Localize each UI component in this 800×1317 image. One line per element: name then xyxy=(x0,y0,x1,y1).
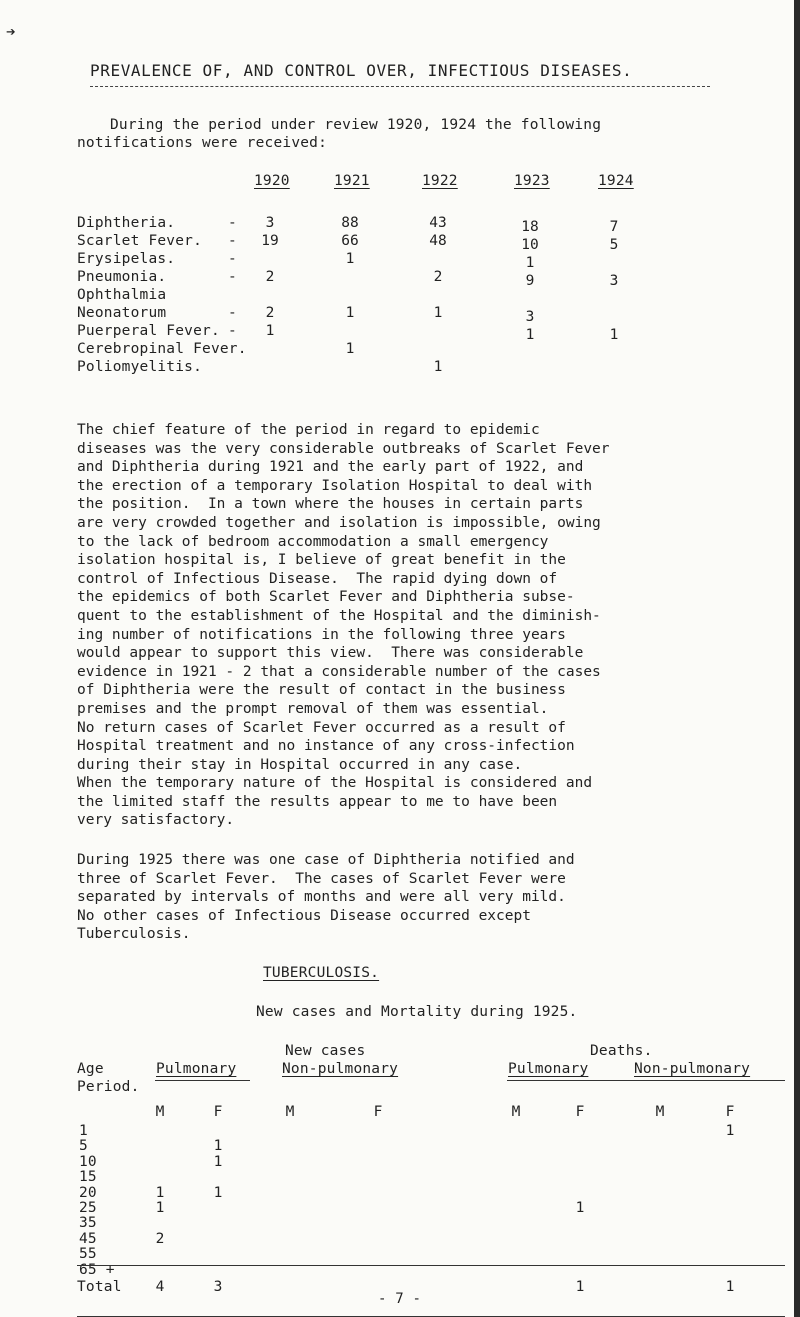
year-header-1921: 1921 xyxy=(334,173,370,189)
tb-cell: 1 xyxy=(155,1200,165,1216)
cell-1922: 2 xyxy=(433,269,443,285)
scan-edge xyxy=(794,0,800,1317)
non-pulmonary-label: Non-pulmonary xyxy=(282,1061,399,1077)
cell-1923: 9 xyxy=(525,273,535,289)
year-header-1923: 1923 xyxy=(514,173,550,189)
title-rule xyxy=(90,86,710,87)
total-cell: 1 xyxy=(725,1279,735,1295)
disease-name: Cerebropinal Fever. xyxy=(77,341,247,357)
disease-name: Ophthalmia xyxy=(77,287,167,303)
cell-1923: 1 xyxy=(525,327,535,343)
deaths-label: Deaths. xyxy=(590,1043,653,1059)
age-period: 45 xyxy=(79,1230,97,1247)
cell-1922: 48 xyxy=(429,233,447,249)
cell-1921: 66 xyxy=(341,233,359,249)
cell-1924: 5 xyxy=(609,237,619,253)
row-dash: - xyxy=(228,233,237,249)
tb-cell: 1 xyxy=(213,1184,223,1201)
disease-name: Scarlet Fever. xyxy=(77,233,203,249)
tuberculosis-heading: TUBERCULOSIS. xyxy=(263,965,380,981)
sex-label-4: F xyxy=(373,1104,383,1120)
total-cell: 3 xyxy=(213,1279,223,1295)
year-header-1920: 1920 xyxy=(254,173,290,189)
disease-name: Diphtheria. xyxy=(77,215,176,231)
sex-label-8: F xyxy=(725,1104,735,1120)
sex-label-5: M xyxy=(511,1104,521,1120)
year-header-1922: 1922 xyxy=(422,173,458,189)
sex-label-1: M xyxy=(155,1104,165,1120)
deaths-non-pulmonary-label: Non-pulmonary xyxy=(634,1061,751,1077)
cell-1922: 43 xyxy=(429,215,447,231)
disease-name: Pneumonia. xyxy=(77,269,167,285)
tb-cell: 1 xyxy=(725,1123,735,1139)
tb-cell: 1 xyxy=(213,1153,223,1170)
tb-cell: 2 xyxy=(155,1230,165,1247)
cell-1921: 1 xyxy=(345,341,355,357)
page-number: - 7 - xyxy=(378,1291,422,1307)
age-period: 25 xyxy=(79,1200,97,1216)
disease-name: Puerperal Fever. xyxy=(77,323,220,339)
total-label: Total xyxy=(77,1279,122,1295)
tb-cell: 1 xyxy=(155,1184,165,1201)
age-period: 35 xyxy=(79,1215,97,1232)
cell-1920: 19 xyxy=(261,233,279,249)
paragraph-1925: During 1925 there was one case of Diphtheria notified and three of Scarlet Fever. The cases of Scarlet Fever were separated by intervals of months and were all very mild. No other cases of Infectious Disease occurred except Tuberculosis. xyxy=(77,852,575,943)
age-period: 10 xyxy=(79,1153,97,1170)
cell-1920: 2 xyxy=(265,305,275,321)
corner-arrow-mark: ➔ xyxy=(6,22,16,41)
disease-name: Erysipelas. xyxy=(77,251,176,267)
cell-1924: 1 xyxy=(609,327,619,343)
cell-1922: 1 xyxy=(433,359,443,375)
cell-1920: 2 xyxy=(265,269,275,285)
cell-1922: 1 xyxy=(433,305,443,321)
cell-1923: 18 xyxy=(521,219,539,235)
pulmonary-underline xyxy=(155,1080,250,1081)
disease-name: Neonatorum xyxy=(77,305,167,321)
intro-line-2: notifications were received: xyxy=(77,135,328,151)
row-dash: - xyxy=(228,215,237,231)
paragraph-chief-feature: The chief feature of the period in regard to epidemic diseases was the very considerable outbreaks of Scarlet Fever and Diphtheria during 1921 and the early part of 1922, and the erection of a temporary Isolation Hospital to deal with the position. In a town where the houses in certain parts are very crowded together and isolation is impossible, owing to the lack of bedroom accommodation a small emergency isolation hospital is, I believe of great benefit in the control of Infectious Disease. The rapid dying down of the epidemics of both Scarlet Fever and Diphtheria subse- quent to the establishment of the Hospital and the diminish- ing number of notifications in the following three years would appear to support this view. There was considerable evidence in 1921 - 2 that a considerable number of the cases of Diphtheria were the result of contact in the business premises and the prompt removal of them was essential. No return cases of Scarlet Fever occurred as a result of Hospital treatment and no instance of any cross-infection during their stay in Hospital occurred in any case. When the temporary nature of the Hospital is considered and the limited staff the results appear to me to have been very satisfactory. xyxy=(77,422,610,829)
period-label: Period. xyxy=(77,1079,140,1095)
deaths-pulmonary-label: Pulmonary xyxy=(508,1061,589,1077)
row-dash: - xyxy=(228,251,237,267)
cell-1921: 88 xyxy=(341,215,359,231)
tb-cell: 1 xyxy=(575,1200,585,1216)
deaths-underline xyxy=(507,1080,785,1081)
sex-label-6: F xyxy=(575,1104,585,1120)
cell-1923: 10 xyxy=(521,237,539,253)
total-cell: 1 xyxy=(575,1279,585,1295)
cell-1924: 3 xyxy=(609,273,619,289)
row-dash: - xyxy=(228,323,237,339)
pulmonary-label: Pulmonary xyxy=(156,1061,237,1077)
year-header-1924: 1924 xyxy=(598,173,634,189)
sex-label-2: F xyxy=(213,1104,223,1120)
cell-1920: 1 xyxy=(265,323,275,339)
age-period: 20 xyxy=(79,1184,97,1201)
age-label: Age xyxy=(77,1061,104,1077)
age-period: 55 xyxy=(79,1246,97,1263)
age-period: 1 xyxy=(79,1123,88,1139)
disease-name: Poliomyelitis. xyxy=(77,359,203,375)
tuberculosis-subheading: New cases and Mortality during 1925. xyxy=(256,1004,578,1020)
cell-1921: 1 xyxy=(345,251,355,267)
cell-1924: 7 xyxy=(609,219,619,235)
cell-1923: 1 xyxy=(525,255,535,271)
row-dash: - xyxy=(228,269,237,285)
tb-cell: 1 xyxy=(213,1138,223,1155)
page-title: PREVALENCE OF, AND CONTROL OVER, INFECTIOUS DISEASES. xyxy=(90,61,633,80)
sex-label-3: M xyxy=(285,1104,295,1120)
cell-1920: 3 xyxy=(265,215,275,231)
age-period: 5 xyxy=(79,1138,88,1155)
cell-1921: 1 xyxy=(345,305,355,321)
age-period: 65 + xyxy=(79,1261,115,1278)
row-dash: - xyxy=(228,305,237,321)
age-period: 15 xyxy=(79,1169,97,1186)
intro-line-1: During the period under review 1920, 1924 the following xyxy=(110,117,602,133)
cell-1923: 3 xyxy=(525,309,535,325)
sex-label-7: M xyxy=(655,1104,665,1120)
total-rule-top xyxy=(77,1265,785,1266)
new-cases-label: New cases xyxy=(285,1043,366,1059)
total-cell: 4 xyxy=(155,1279,165,1295)
